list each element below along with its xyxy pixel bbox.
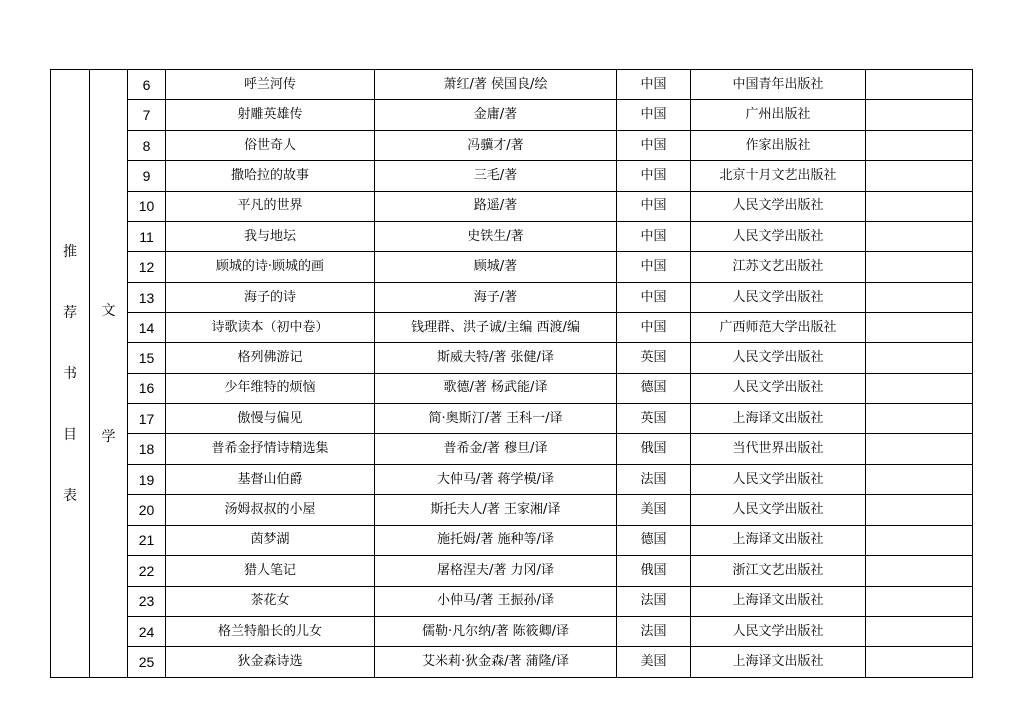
- book-number-cell: 22: [128, 556, 166, 586]
- book-number-cell: 19: [128, 464, 166, 494]
- table-row: [51, 404, 973, 434]
- book-publisher-cell: 上海译文出版社: [691, 525, 866, 555]
- table-row: [51, 616, 973, 646]
- book-note-cell: [866, 373, 973, 403]
- book-title-cell: 顾城的诗·顾城的画: [166, 252, 375, 282]
- book-publisher-cell: 作家出版社: [691, 130, 866, 160]
- book-list-table: [50, 69, 973, 678]
- book-author-cell: 斯威夫特/著 张健/译: [375, 343, 617, 373]
- book-title-cell: 普希金抒情诗精选集: [166, 434, 375, 464]
- book-title-cell: 呼兰河传: [166, 70, 375, 100]
- book-title-cell: 诗歌读本（初中卷）: [166, 313, 375, 343]
- book-author-cell: 三毛/著: [375, 161, 617, 191]
- book-note-cell: [866, 647, 973, 678]
- book-number-cell: 16: [128, 373, 166, 403]
- book-publisher-cell: 当代世界出版社: [691, 434, 866, 464]
- book-number-cell: 9: [128, 161, 166, 191]
- book-number-cell: 10: [128, 191, 166, 221]
- book-note-cell: [866, 222, 973, 252]
- table-row: [51, 130, 973, 160]
- book-author-cell: 萧红/著 侯国良/绘: [375, 70, 617, 100]
- book-note-cell: [866, 161, 973, 191]
- book-country-cell: 英国: [617, 404, 691, 434]
- book-author-cell: 史铁生/著: [375, 222, 617, 252]
- table-row: [51, 586, 973, 616]
- book-country-cell: 中国: [617, 70, 691, 100]
- book-note-cell: [866, 464, 973, 494]
- table-row: [51, 434, 973, 464]
- book-note-cell: [866, 252, 973, 282]
- book-publisher-cell: 上海译文出版社: [691, 647, 866, 678]
- category-sub-char: 文: [101, 302, 116, 319]
- book-publisher-cell: 人民文学出版社: [691, 373, 866, 403]
- book-title-cell: 格列佛游记: [166, 343, 375, 373]
- book-author-cell: 冯骥才/著: [375, 130, 617, 160]
- book-author-cell: 小仲马/著 王振孙/译: [375, 586, 617, 616]
- book-author-cell: 金庸/著: [375, 100, 617, 130]
- book-title-cell: 俗世奇人: [166, 130, 375, 160]
- book-title-cell: 茶花女: [166, 586, 375, 616]
- book-note-cell: [866, 495, 973, 525]
- book-country-cell: 中国: [617, 191, 691, 221]
- book-publisher-cell: 江苏文艺出版社: [691, 252, 866, 282]
- category-sub-char: 学: [101, 428, 116, 445]
- book-author-cell: 路遥/著: [375, 191, 617, 221]
- book-number-cell: 25: [128, 647, 166, 678]
- book-note-cell: [866, 525, 973, 555]
- book-publisher-cell: 上海译文出版社: [691, 404, 866, 434]
- book-author-cell: 斯托夫人/著 王家湘/译: [375, 495, 617, 525]
- book-title-cell: 射雕英雄传: [166, 100, 375, 130]
- book-country-cell: 法国: [617, 616, 691, 646]
- book-number-cell: 23: [128, 586, 166, 616]
- table-row: [51, 647, 973, 678]
- book-country-cell: 中国: [617, 161, 691, 191]
- book-publisher-cell: 北京十月文艺出版社: [691, 161, 866, 191]
- table-row: [51, 252, 973, 282]
- book-country-cell: 法国: [617, 464, 691, 494]
- book-number-cell: 6: [128, 70, 166, 100]
- book-number-cell: 14: [128, 313, 166, 343]
- book-publisher-cell: 人民文学出版社: [691, 343, 866, 373]
- book-title-cell: 猎人笔记: [166, 556, 375, 586]
- book-publisher-cell: 广州出版社: [691, 100, 866, 130]
- table-row: [51, 343, 973, 373]
- book-title-cell: 基督山伯爵: [166, 464, 375, 494]
- table-row: [51, 222, 973, 252]
- table-row: [51, 191, 973, 221]
- book-author-cell: 歌德/著 杨武能/译: [375, 373, 617, 403]
- table-row: [51, 495, 973, 525]
- book-publisher-cell: 人民文学出版社: [691, 464, 866, 494]
- book-note-cell: [866, 191, 973, 221]
- category-main-char: 表: [63, 487, 77, 504]
- book-note-cell: [866, 404, 973, 434]
- book-country-cell: 中国: [617, 100, 691, 130]
- book-note-cell: [866, 100, 973, 130]
- book-note-cell: [866, 586, 973, 616]
- book-number-cell: 12: [128, 252, 166, 282]
- book-title-cell: 撒哈拉的故事: [166, 161, 375, 191]
- table-row: [51, 525, 973, 555]
- book-author-cell: 艾米莉·狄金森/著 蒲隆/译: [375, 647, 617, 678]
- table-row: [51, 556, 973, 586]
- category-main-char: 荐: [63, 304, 77, 321]
- book-number-cell: 7: [128, 100, 166, 130]
- category-main-char: 推: [63, 243, 77, 260]
- book-author-cell: 儒勒·凡尔纳/著 陈筱卿/译: [375, 616, 617, 646]
- book-country-cell: 俄国: [617, 434, 691, 464]
- book-number-cell: 15: [128, 343, 166, 373]
- book-note-cell: [866, 343, 973, 373]
- category-main-char: 目: [63, 426, 77, 443]
- book-country-cell: 中国: [617, 130, 691, 160]
- table-body: [51, 70, 973, 678]
- category-main-char: 书: [63, 365, 77, 382]
- table-row: [51, 464, 973, 494]
- book-note-cell: [866, 616, 973, 646]
- book-title-cell: 平凡的世界: [166, 191, 375, 221]
- book-author-cell: 海子/著: [375, 282, 617, 312]
- table-row: [51, 161, 973, 191]
- book-note-cell: [866, 70, 973, 100]
- book-note-cell: [866, 130, 973, 160]
- book-note-cell: [866, 556, 973, 586]
- table-row: [51, 282, 973, 312]
- book-author-cell: 大仲马/著 蒋学模/译: [375, 464, 617, 494]
- book-note-cell: [866, 282, 973, 312]
- book-title-cell: 狄金森诗选: [166, 647, 375, 678]
- book-title-cell: 少年维特的烦恼: [166, 373, 375, 403]
- book-number-cell: 8: [128, 130, 166, 160]
- book-title-cell: 格兰特船长的儿女: [166, 616, 375, 646]
- book-country-cell: 法国: [617, 586, 691, 616]
- book-author-cell: 顾城/著: [375, 252, 617, 282]
- book-title-cell: 茵梦湖: [166, 525, 375, 555]
- book-publisher-cell: 上海译文出版社: [691, 586, 866, 616]
- table-row: [51, 70, 973, 100]
- book-number-cell: 21: [128, 525, 166, 555]
- book-author-cell: 屠格涅夫/著 力冈/译: [375, 556, 617, 586]
- category-main-cell: [51, 70, 90, 678]
- book-publisher-cell: 浙江文艺出版社: [691, 556, 866, 586]
- book-number-cell: 18: [128, 434, 166, 464]
- book-number-cell: 17: [128, 404, 166, 434]
- book-author-cell: 普希金/著 穆旦/译: [375, 434, 617, 464]
- book-number-cell: 11: [128, 222, 166, 252]
- book-note-cell: [866, 434, 973, 464]
- book-country-cell: 俄国: [617, 556, 691, 586]
- book-title-cell: 我与地坛: [166, 222, 375, 252]
- book-country-cell: 中国: [617, 222, 691, 252]
- book-publisher-cell: 中国青年出版社: [691, 70, 866, 100]
- table-row: [51, 100, 973, 130]
- book-title-cell: 傲慢与偏见: [166, 404, 375, 434]
- book-country-cell: 美国: [617, 495, 691, 525]
- book-publisher-cell: 广西师范大学出版社: [691, 313, 866, 343]
- book-publisher-cell: 人民文学出版社: [691, 282, 866, 312]
- table-row: [51, 373, 973, 403]
- book-publisher-cell: 人民文学出版社: [691, 495, 866, 525]
- book-title-cell: 海子的诗: [166, 282, 375, 312]
- book-publisher-cell: 人民文学出版社: [691, 191, 866, 221]
- book-country-cell: 中国: [617, 282, 691, 312]
- book-title-cell: 汤姆叔叔的小屋: [166, 495, 375, 525]
- book-publisher-cell: 人民文学出版社: [691, 222, 866, 252]
- book-country-cell: 英国: [617, 343, 691, 373]
- book-country-cell: 德国: [617, 525, 691, 555]
- book-author-cell: 施托姆/著 施种等/译: [375, 525, 617, 555]
- book-author-cell: 简·奥斯汀/著 王科一/译: [375, 404, 617, 434]
- book-note-cell: [866, 313, 973, 343]
- book-country-cell: 美国: [617, 647, 691, 678]
- category-sub-cell: [90, 70, 128, 678]
- book-author-cell: 钱理群、洪子诚/主编 西渡/编: [375, 313, 617, 343]
- book-number-cell: 20: [128, 495, 166, 525]
- book-country-cell: 德国: [617, 373, 691, 403]
- book-country-cell: 中国: [617, 313, 691, 343]
- book-number-cell: 13: [128, 282, 166, 312]
- book-publisher-cell: 人民文学出版社: [691, 616, 866, 646]
- book-number-cell: 24: [128, 616, 166, 646]
- book-country-cell: 中国: [617, 252, 691, 282]
- table-row: [51, 313, 973, 343]
